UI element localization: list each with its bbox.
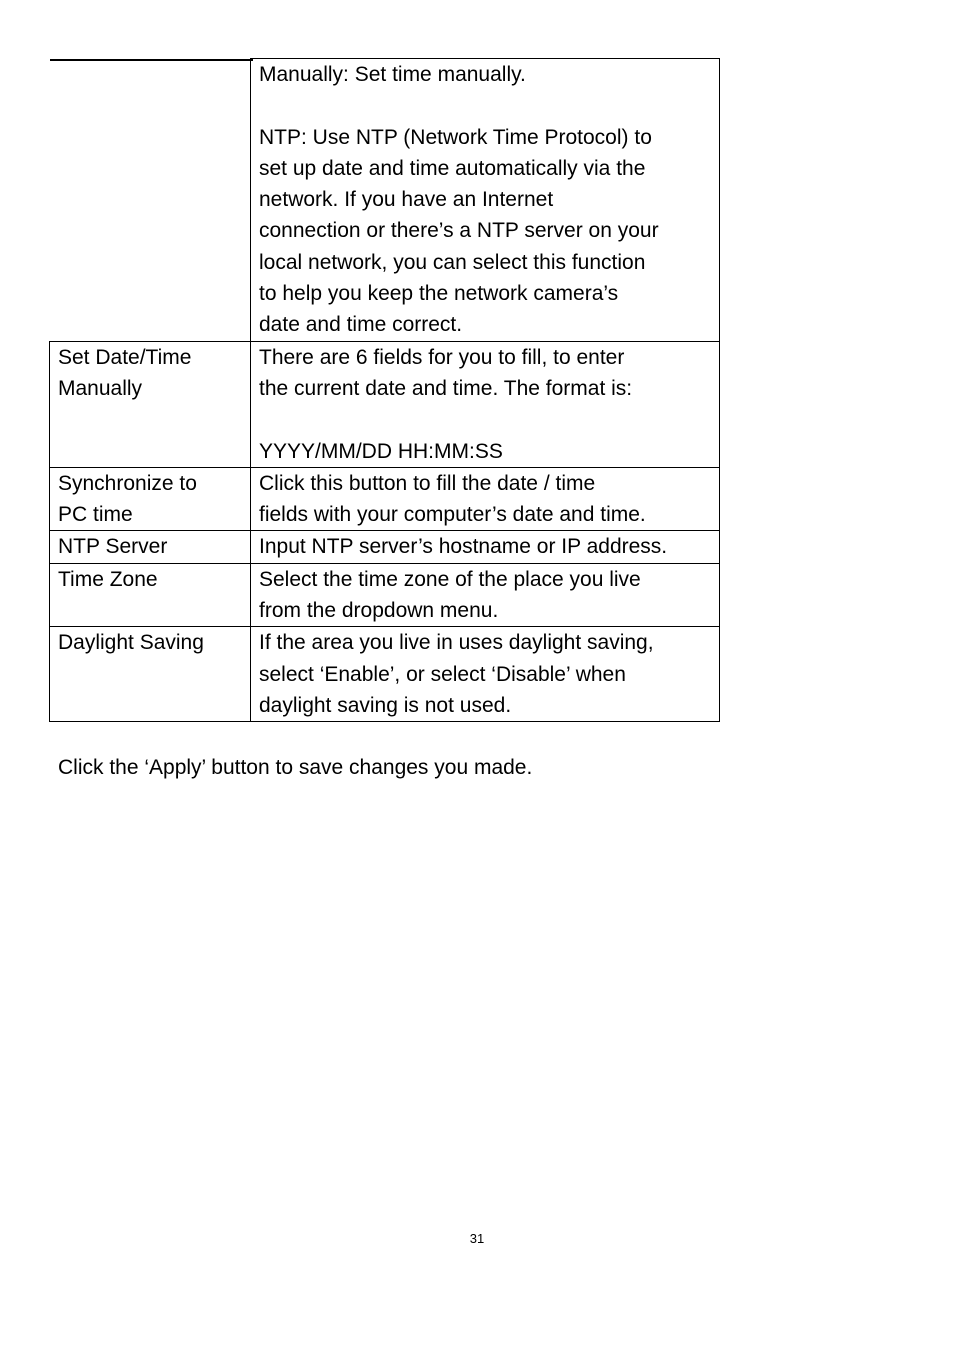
- table-row: [50, 59, 720, 342]
- setting-name-cell: [50, 531, 251, 563]
- setting-name: Time Zone: [58, 567, 158, 591]
- table-row: [50, 627, 720, 722]
- setting-name: NTP Server: [58, 535, 168, 559]
- setting-description-cell: [251, 467, 720, 531]
- setting-description-cell: [251, 59, 720, 342]
- setting-name-cell: [50, 563, 251, 627]
- setting-name-cell: [50, 467, 251, 531]
- setting-name-cell: [50, 59, 253, 61]
- description-paragraph: Input NTP server’s hostname or IP address.: [259, 535, 668, 559]
- setting-description-cell: [251, 341, 720, 467]
- description-paragraph: Click this button to fill the date / time fields with your computer’s date and time.: [259, 471, 646, 527]
- page-number: 31: [469, 1231, 485, 1246]
- setting-name: Set Date/Time Manually: [58, 345, 192, 400]
- description-paragraph: Manually: Set time manually.: [259, 63, 526, 86]
- setting-name-cell: [50, 627, 251, 722]
- description-paragraph: Select the time zone of the place you live from the dropdown menu.: [259, 567, 641, 623]
- description-paragraph: NTP: Use NTP (Network Time Protocol) to set up date and time automatically via the network. If you have an Internet connection or there’s a NTP server on your local network, you can select this function to help you keep the network camera’s date and time correct.: [259, 125, 659, 337]
- setting-name: Synchronize to PC time: [58, 471, 197, 527]
- description-paragraph: There are 6 fields for you to fill, to enter the current date and time. The format is:: [259, 345, 633, 400]
- description-paragraph: If the area you live in uses daylight saving, select ‘Enable’, or select ‘Disable’ when daylight saving is not used.: [259, 631, 654, 717]
- setting-name-cell: [50, 341, 251, 467]
- table-row: [50, 563, 720, 627]
- settings-table: [49, 58, 720, 722]
- setting-description-cell: [251, 563, 720, 627]
- setting-description-cell: [251, 531, 720, 563]
- table-row: [50, 341, 720, 467]
- setting-description-cell: [251, 627, 720, 722]
- closing-instruction: Click the ‘Apply’ button to save changes you made.: [58, 756, 533, 779]
- description-paragraph: YYYY/MM/DD HH:MM:SS: [259, 439, 503, 463]
- table-row: [50, 531, 720, 563]
- table-row: [50, 467, 720, 531]
- setting-name: Daylight Saving: [58, 631, 204, 655]
